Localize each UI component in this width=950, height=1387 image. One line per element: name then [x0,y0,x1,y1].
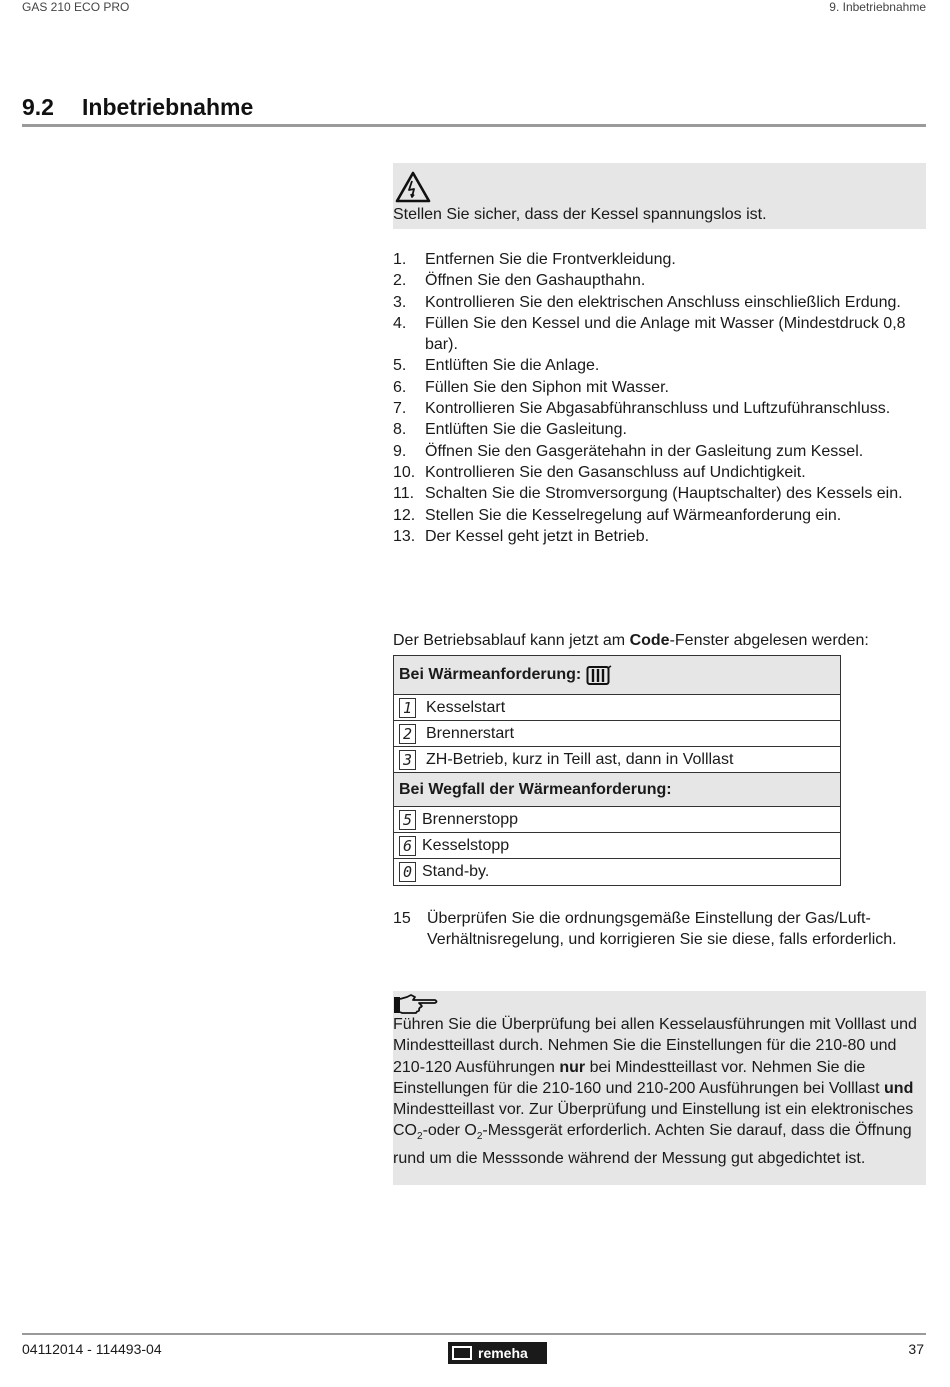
demand-stop-heading: Bei Wegfall der Wärmeanforderung: [399,780,672,798]
note-bold: und [884,1079,914,1097]
code-digit: 5 [399,810,416,830]
footer-divider [22,1333,926,1335]
note-part: bei Mindestteillast vor. Nehmen Sie die Einstellungen für die 210-160 und 210-200 Ausführungen bei Volllast [393,1058,885,1097]
step-number: 13. [393,527,416,545]
step-text: Stellen Sie die Kesselregelung auf Wärmeanforderung ein. [425,506,842,524]
section-heading [22,94,253,121]
step-text: Überprüfen Sie die ordnungsgemäße Einstellung der Gas/Luft-Verhältnisregelung, und korrigieren Sie sie diese, falls erforderlich. [427,910,897,949]
list-item [393,355,926,376]
code-label: Kesselstopp [422,836,510,854]
code-table [393,655,841,886]
note-box [393,991,926,1185]
step-text: Entlüften Sie die Gasleitung. [425,421,627,439]
step-number: 11. [393,485,415,503]
section-divider [22,124,926,127]
table-row [394,747,840,773]
note-subscript: 2 [476,1131,483,1143]
code-digit: 3 [399,750,416,770]
step-number: 8. [393,421,407,439]
step-text: Öffnen Sie den Gasgerätehahn in der Gasleitung zum Kessel. [425,442,864,460]
step-text: Entlüften Sie die Anlage. [425,357,600,375]
list-item [393,292,926,313]
step-text: Der Kessel geht jetzt in Betrieb. [425,527,650,545]
step-text: Schalten Sie die Stromversorgung (Hauptschalter) des Kessels ein. [425,485,903,503]
step-number: 15 [393,910,411,927]
list-item [393,249,926,270]
step-number: 6. [393,378,407,396]
note-bold: nur [559,1058,586,1076]
intro-bold: Code [629,632,670,649]
step-number: 5. [393,357,407,375]
step-number: 9. [393,442,407,460]
code-digit: 1 [399,698,416,718]
electric-hazard-icon [395,171,431,203]
code-label: Brennerstart [426,724,515,742]
table-row [394,807,840,833]
list-item [393,398,926,419]
note-part: Führen Sie die Überprüfung bei allen Kesselausführungen mit Volllast und Mindestteillast durch. Nehmen Sie die Einstellungen für die 210-80 und 210-120 Ausführungen [393,1016,917,1076]
intro-text: Der Betriebsablauf kann jetzt am [393,632,630,649]
list-item [393,505,926,526]
header-doc-title: GAS 210 ECO PRO [22,0,130,14]
note-part: Mindestteillast vor. Zur Überprüfung und Einstellung ist ein elektronisches CO [393,1101,914,1140]
code-label: Kesselstart [426,698,506,716]
logo-text: remeha [478,1345,528,1361]
table-row [394,833,840,859]
code-digit: 6 [399,836,416,856]
note-part: -Messgerät erforderlich. Achten Sie darauf, dass die Öffnung rund um die Messsonde während der Messung gut abgedichtet ist. [393,1122,912,1167]
code-window-intro [393,632,869,650]
section-number: 9.2 [22,94,54,120]
list-item [393,483,926,504]
note-subscript: 2 [417,1131,423,1143]
list-item [393,313,926,356]
note-text [393,1014,923,1169]
table-header-heat-demand [394,656,840,695]
remeha-logo [448,1342,547,1364]
list-item [393,377,926,398]
pointing-hand-icon [393,993,439,1015]
heat-demand-heading: Bei Wärmeanforderung: [399,666,582,683]
step-number: 12. [393,506,416,524]
table-row [394,721,840,747]
procedure-steps [393,249,926,547]
step-number: 3. [393,293,407,311]
step-number: 1. [393,251,407,268]
page-number: 37 [908,1341,924,1357]
logo-mark-icon [452,1346,472,1360]
code-label: Brennerstopp [422,810,519,828]
table-row [394,695,840,721]
step-text: Entfernen Sie die Frontverkleidung. [425,251,676,268]
footer-doc-number: 04112014 - 114493-04 [22,1341,162,1357]
table-header-demand-stop [394,773,840,807]
list-item [393,270,926,291]
step-15 [393,908,926,951]
step-text: Öffnen Sie den Gashaupthahn. [425,272,646,290]
step-text: Kontrollieren Sie Abgasabführanschluss und Luftzuführanschluss. [425,400,891,418]
note-part: -oder O [422,1122,477,1140]
list-item [393,419,926,440]
code-digit: 2 [399,724,416,744]
step-number: 2. [393,272,407,290]
step-number: 10. [393,463,416,481]
section-title: Inbetriebnahme [82,94,254,120]
step-number: 4. [393,314,407,332]
header-chapter: 9. Inbetriebnahme [829,0,926,14]
warning-box [393,163,926,229]
warning-text: Stellen Sie sicher, dass der Kessel spannungslos ist. [393,206,767,223]
step-number: 7. [393,400,407,418]
step-text: Kontrollieren Sie den elektrischen Anschluss einschließlich Erdung. [425,293,901,311]
list-item [393,462,926,483]
step-text: Kontrollieren Sie den Gasanschluss auf Undichtigkeit. [425,463,806,481]
code-digit: 0 [399,862,416,882]
code-label: ZH-Betrieb, kurz in Teill ast, dann in Volllast [426,750,734,768]
radiator-icon [586,664,612,686]
step-text: Füllen Sie den Kessel und die Anlage mit Wasser (Mindestdruck 0,8 bar). [425,314,906,354]
intro-text-end: -Fenster abgelesen werden: [669,632,869,649]
table-row [394,859,840,885]
code-label: Stand-by. [422,863,490,880]
list-item [393,441,926,462]
step-text: Füllen Sie den Siphon mit Wasser. [425,378,669,396]
list-item [393,526,926,547]
